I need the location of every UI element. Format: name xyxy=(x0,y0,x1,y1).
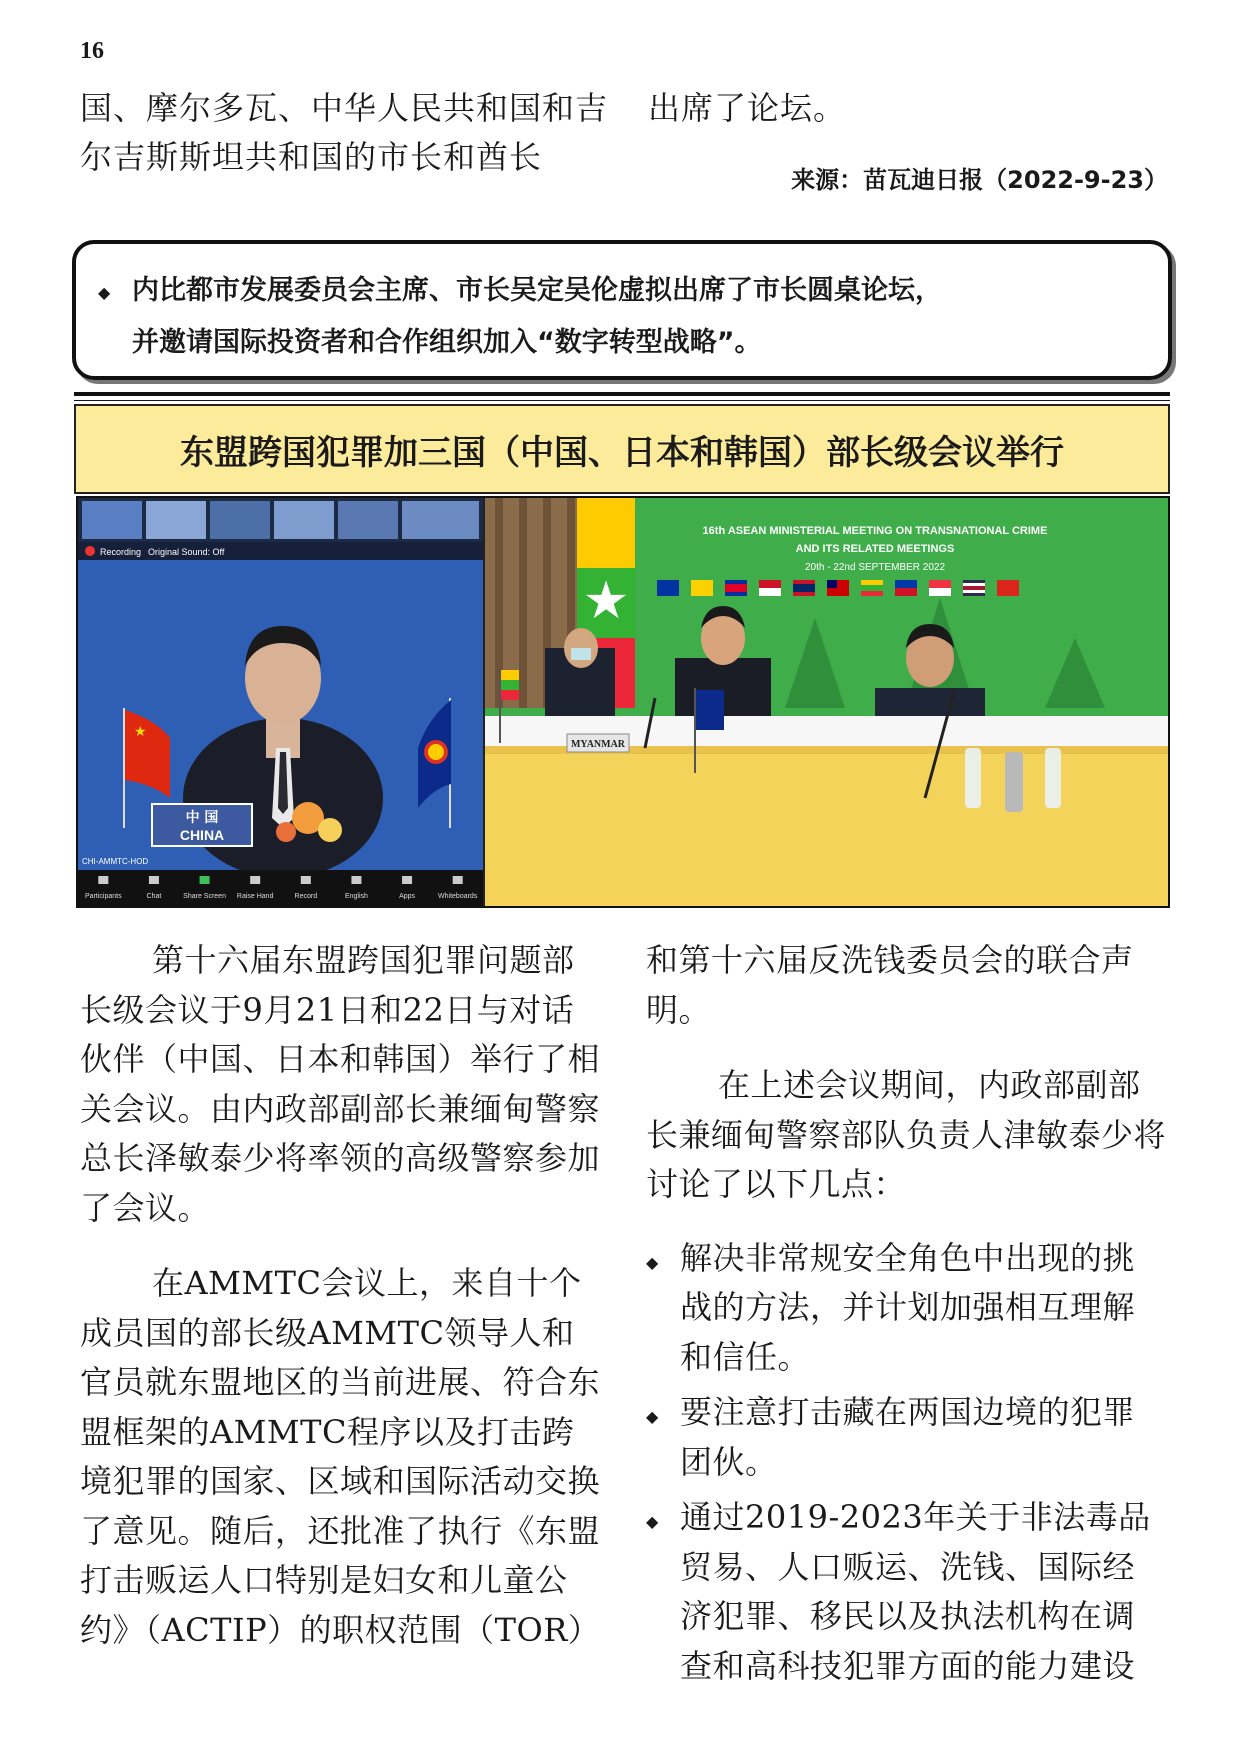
banner-line-2: AND ITS RELATED MEETINGS xyxy=(795,543,955,555)
article-body-right xyxy=(646,936,1166,1697)
bullet-text: 通过2019-2023年关于非法毒品贸易、人口贩运、洗钱、国际经济犯罪、移民以及执法机构在调查和高科技犯罪方面的能力建设 xyxy=(680,1498,1151,1685)
divider-rule xyxy=(74,392,1170,396)
top-left-text: 国、摩尔多瓦、中华人民共和国和吉尔吉斯斯坦共和国的市长和酋长 xyxy=(80,89,609,176)
divider-rule-thin xyxy=(74,400,1170,401)
member-flags-row xyxy=(657,580,1019,596)
video-conference-panel xyxy=(78,498,483,906)
list-item xyxy=(646,1388,1166,1487)
list-item xyxy=(646,1234,1166,1383)
toolbar-icon xyxy=(301,876,311,884)
body-right-paragraph-2: 在上述会议期间，内政部副部长兼缅甸警察部队负责人津敏泰少将讨论了以下几点： xyxy=(646,1066,1167,1203)
banner-line-1: 16th ASEAN MINISTERIAL MEETING ON TRANSNATIONAL CRIME xyxy=(702,525,1048,537)
source-citation: 来源：苗瓦迪日报（2022-9-23） xyxy=(791,166,1168,194)
toolbar-label: Record xyxy=(294,893,318,900)
meeting-photo xyxy=(76,496,1170,908)
toolbar-label: Participants xyxy=(85,893,122,900)
article-body-left xyxy=(80,936,600,1655)
list-item xyxy=(646,1493,1166,1691)
bullet-text: 要注意打击藏在两国边境的犯罪团伙。 xyxy=(680,1393,1136,1481)
sound-label: Original Sound: Off xyxy=(148,547,225,557)
toolbar-icon xyxy=(402,876,412,884)
diamond-bullet-icon: ◆ xyxy=(646,1407,659,1426)
table-nameplate: MYANMAR xyxy=(570,739,626,750)
toolbar-icon xyxy=(98,876,108,884)
conference-room-panel xyxy=(485,498,1168,906)
body-right-paragraph-1: 和第十六届反洗钱委员会的联合声明。 xyxy=(646,941,1134,1029)
toolbar-label: Whiteboards xyxy=(438,893,478,900)
video-tile-label: CHI-AMMTC-HOD xyxy=(82,857,149,866)
highlight-line-1: 内比都市发展委员会主席、市长吴定吴伦虚拟出席了市长圆桌论坛， xyxy=(132,275,942,306)
diamond-bullet-icon: ◆ xyxy=(98,283,111,302)
video-nameplate-zh: 中 国 xyxy=(185,810,219,826)
svg-text:★: ★ xyxy=(582,571,630,631)
svg-text:★: ★ xyxy=(134,724,147,740)
toolbar-icon xyxy=(453,876,463,884)
toolbar-label: Apps xyxy=(399,893,416,900)
diamond-bullet-icon: ◆ xyxy=(646,1512,659,1531)
toolbar-label: Chat xyxy=(146,893,162,900)
body-left-paragraph-1: 第十六届东盟跨国犯罪问题部长级会议于9月21日和22日与对话伙伴（中国、日本和韩国）举行了相关会议。由内政部副部长兼缅甸警察总长泽敏泰少将率领的高级警察参加了会议。 xyxy=(80,941,601,1227)
top-right-text: 出席了论坛。 xyxy=(648,89,847,127)
body-left-paragraph-2: 在AMMTC会议上，来自十个成员国的部长级AMMTC领导人和官员就东盟地区的当前进展、符合东盟框架的AMMTC程序以及打击跨境犯罪的国家、区域和国际活动交换了意见。随后，还批准了执行《东盟打击贩运人口特别是妇女和儿童公约》（ACTIP）的职权范围（TOR） xyxy=(80,1264,601,1649)
article-headline: 东盟跨国犯罪加三国（中国、日本和韩国）部长级会议举行 xyxy=(74,404,1170,494)
highlight-box xyxy=(72,240,1172,380)
highlight-line-2: 并邀请国际投资者和合作组织加入“数字转型战略”。 xyxy=(132,327,762,358)
video-nameplate-en: CHINA xyxy=(179,827,225,843)
toolbar-label: English xyxy=(344,893,368,900)
toolbar-icon xyxy=(351,876,361,884)
diamond-bullet-icon: ◆ xyxy=(646,1252,659,1272)
toolbar-icon xyxy=(200,876,210,884)
bullet-text: 解决非常规安全角色中出现的挑战的方法，并计划加强相互理解和信任。 xyxy=(680,1238,1136,1376)
toolbar-label: Raise Hand xyxy=(236,893,274,900)
discussion-points-list xyxy=(646,1234,1166,1692)
toolbar-icon xyxy=(250,876,260,884)
toolbar-icon xyxy=(149,876,159,884)
toolbar-label: Share Screen xyxy=(183,893,226,900)
banner-line-3: 20th - 22nd SEPTEMBER 2022 xyxy=(804,562,946,573)
page-number: 16 xyxy=(80,38,104,64)
recording-label: Recording xyxy=(100,547,142,557)
